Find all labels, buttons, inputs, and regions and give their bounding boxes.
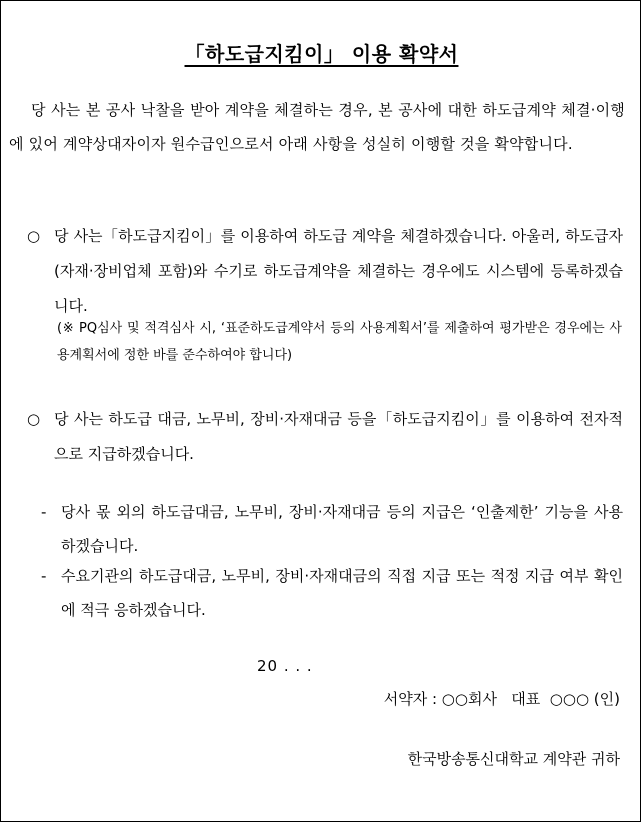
date-line: 20 . . . — [257, 657, 313, 675]
title-text: 「하도급지킴이」 이용 확약서 — [184, 42, 459, 66]
sub-item-1-text: 당사 몫 외의 하도급대금, 노무비, 장비·자재대금 등의 지급은 ‘인출제한’ 기능을 사용하겠습니다. — [61, 503, 623, 555]
circle-bullet-icon: ○ — [27, 227, 41, 245]
pledge-item-2 — [27, 402, 623, 472]
addressee-line: 한국방송통신대학교 계약관 귀하 — [407, 750, 620, 768]
pledge-item-1-text: 당 사는「하도급지킴이」를 이용하여 하도급 계약을 체결하겠습니다. 아울러, 하도급자(자재·장비업체 포함)와 수기로 하도급계약을 체결하는 경우에도 시스템에 등록하겠습니다. — [54, 227, 623, 315]
signer-line: 서약자 : ○○회사 대표 ○○○ (인) — [383, 690, 620, 708]
circle-bullet-icon: ○ — [27, 410, 41, 428]
sub-item-1 — [41, 495, 623, 563]
pledge-item-2-text: 당 사는 하도급 대금, 노무비, 장비·자재대금 등을「하도급지킴이」를 이용하여 전자적으로 지급하겠습니다. — [54, 410, 623, 463]
dash-bullet: - — [41, 503, 47, 521]
sub-item-2 — [41, 559, 623, 627]
pledge-item-1-note: (※ PQ심사 및 적격심사 시, ‘표준하도급계약서 등의 사용계획서’를 제출하여 평가받은 경우에는 사용계획서에 정한 바를 준수하여야 합니다) — [57, 321, 622, 363]
document-title — [1, 38, 641, 67]
dash-bullet: - — [41, 567, 47, 585]
pledge-item-1 — [27, 219, 623, 324]
intro-paragraph: 당 사는 본 공사 낙찰을 받아 계약을 체결하는 경우, 본 공사에 대한 하도급계약 체결·이행에 있어 계약상대자이자 원수급인으로서 아래 사항을 성실히 이행할 것을 확약합니다. — [9, 101, 625, 153]
sub-item-2-text: 수요기관의 하도급대금, 노무비, 장비·자재대금의 직접 지급 또는 적정 지급 여부 확인에 적극 응하겠습니다. — [61, 567, 623, 619]
